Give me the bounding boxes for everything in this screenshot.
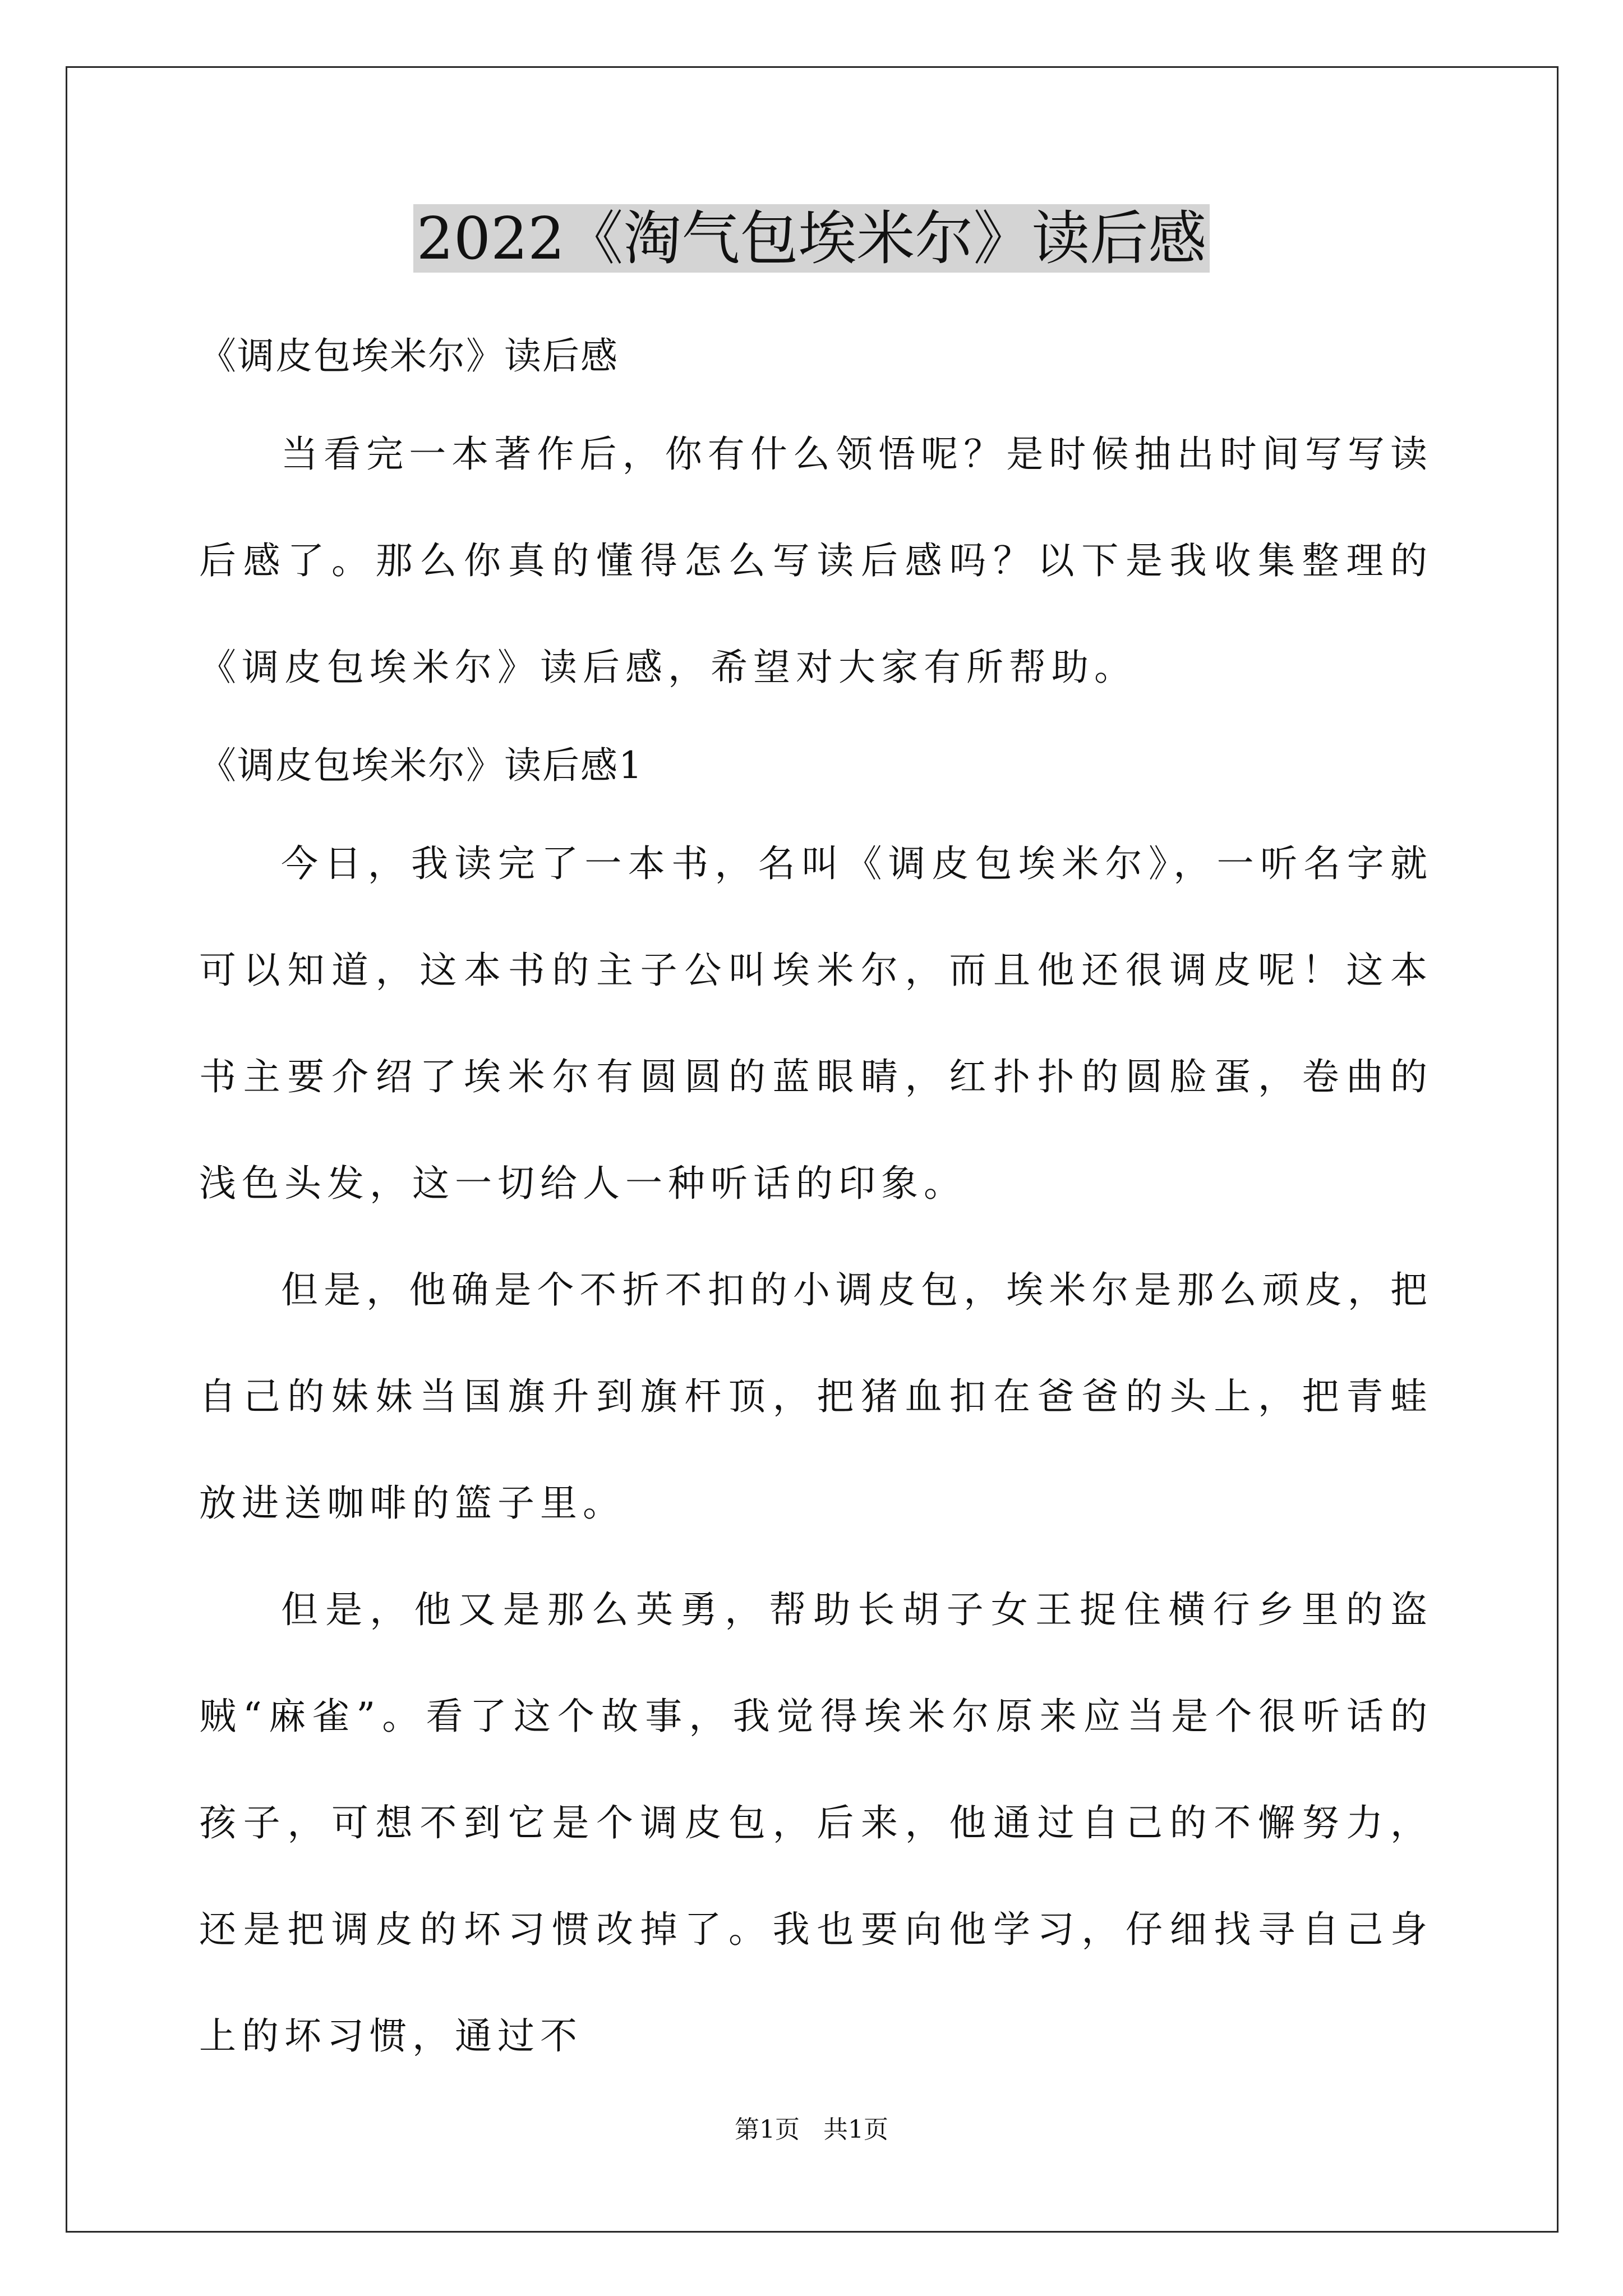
page-footer: 第1页 共1页 — [735, 2115, 888, 2144]
section-heading: 《调皮包埃米尔》读后感1 — [199, 744, 643, 787]
intro-paragraph: 当看完一本著作后，你有什么领悟呢？是时候抽出时间写写读后感了。那么你真的懂得怎么写读后感吗？以下是我收集整理的《调皮包埃米尔》读后感，希望对大家有所帮助。 — [199, 432, 1433, 689]
body-paragraph-1: 今日，我读完了一本书，名叫《调皮包埃米尔》，一听名字就可以知道，这本书的主子公叫埃米尔，而且他还很调皮呢！这本书主要介绍了埃米尔有圆圆的蓝眼睛，红扑扑的圆脸蛋，卷曲的浅色头发，这一切给人一种听话的印象。 — [199, 842, 1433, 1205]
title-text: 2022《淘气包埃米尔》读后感 — [413, 204, 1210, 273]
body-paragraph-2: 但是，他确是个不折不扣的小调皮包，埃米尔是那么顽皮，把自己的妹妹当国旗升到旗杆顶，把猪血扣在爸爸的头上，把青蛙放进送咖啡的篮子里。 — [199, 1268, 1433, 1525]
document-title — [0, 199, 1623, 278]
body-paragraph-3: 但是，他又是那么英勇，帮助长胡子女王捉住横行乡里的盗贼“麻雀”。看了这个故事，我觉得埃米尔原来应当是个很听话的孩子，可想不到它是个调皮包，后来，他通过自己的不懈努力，还是把调皮的坏习惯改掉了。我也要向他学习，仔细找寻自己身上的坏习惯，通过不 — [199, 1588, 1433, 2058]
subtitle-heading: 《调皮包埃米尔》读后感 — [199, 334, 619, 378]
document-body — [199, 311, 1433, 2090]
